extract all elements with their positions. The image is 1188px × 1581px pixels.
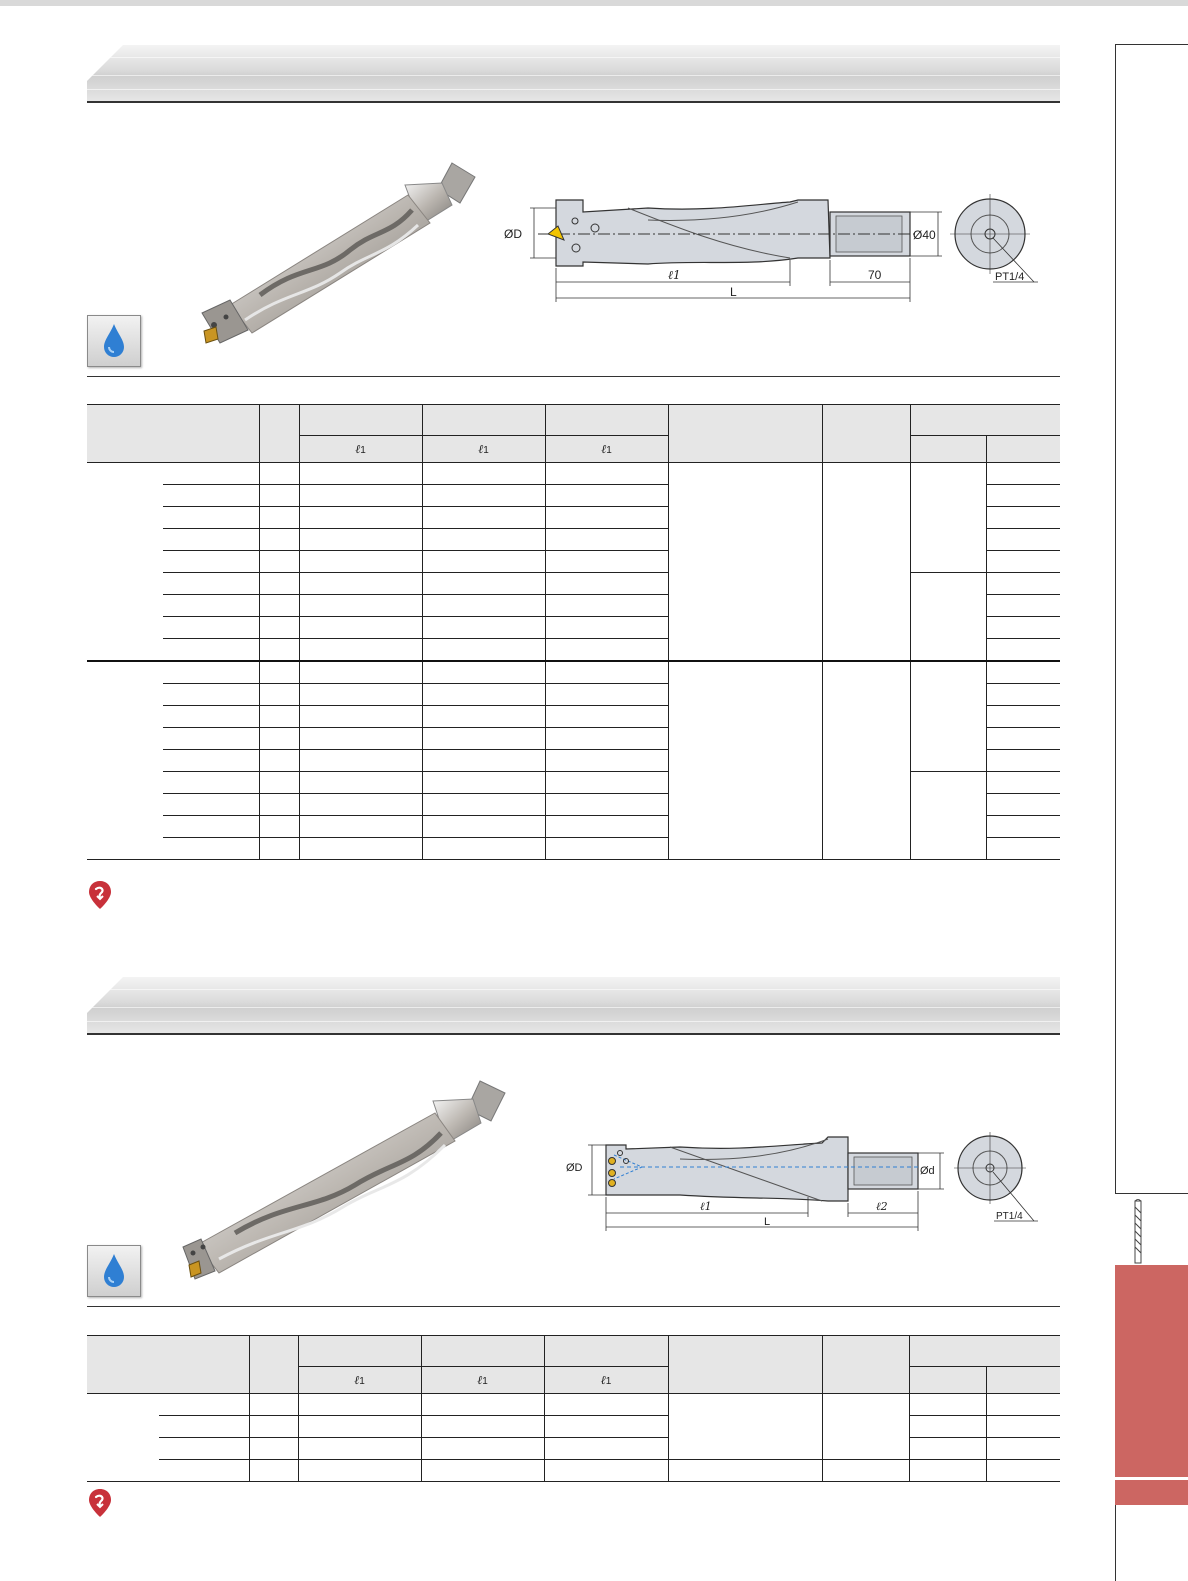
drawing2-dim-l1: ℓ1 (700, 1200, 712, 1213)
side-tab-divider (1115, 1477, 1188, 1480)
drawing1-thread: PT1/4 (995, 271, 1025, 283)
header-l1-c: ℓ1 (544, 1367, 668, 1394)
header-insert (668, 1336, 822, 1394)
side-tab-border-lower (1115, 1505, 1116, 1581)
drill-icon (1131, 1199, 1145, 1265)
header-l1-a: ℓ1 (299, 436, 422, 463)
drawing2-dim-L: L (764, 1216, 771, 1228)
section1-banner (87, 45, 1060, 103)
tool-photo-1 (190, 155, 490, 350)
header-size-b (422, 405, 545, 436)
drawing1-dim-L: L (730, 285, 737, 299)
header-size-c (544, 1336, 668, 1367)
header-part-no (87, 1336, 249, 1394)
table-row (87, 661, 1060, 684)
table-row (87, 1438, 1060, 1460)
coolant-drop-icon (87, 1245, 141, 1297)
side-tab-border (1115, 44, 1116, 1194)
spec-table-1 (87, 404, 1060, 860)
drawing2-thread: PT1/4 (996, 1211, 1023, 1222)
table-row (87, 772, 1060, 794)
drawing2-dim-l2: ℓ2 (876, 1200, 888, 1213)
coolant-drop-icon (87, 315, 141, 367)
reference-pin-icon[interactable] (88, 880, 112, 910)
header-size-a (299, 405, 422, 436)
drawing1-dim-shank: Ø40 (913, 228, 936, 242)
header-part-b (986, 1367, 1060, 1394)
header-insert (668, 405, 822, 463)
reference-pin-icon[interactable] (88, 1488, 112, 1518)
section1-rule (87, 376, 1060, 377)
header-l1-a: ℓ1 (298, 1367, 421, 1394)
table-row (87, 463, 1060, 485)
drawing1-dim-shank-len: 70 (868, 268, 882, 282)
drawing1-dim-d: ØD (504, 227, 522, 241)
header-screw (822, 405, 910, 463)
drawing1-dim-l1: ℓ1 (668, 268, 681, 282)
side-tab-top-border (1115, 44, 1188, 45)
header-l1-b: ℓ1 (421, 1367, 544, 1394)
table-row (87, 573, 1060, 595)
section2-banner (87, 977, 1060, 1035)
tool-drawing-2 (560, 1125, 1050, 1235)
header-l1-b: ℓ1 (422, 436, 545, 463)
table-row (87, 1394, 1060, 1416)
header-parts (909, 1336, 1060, 1367)
side-tab-accent (1115, 1265, 1188, 1505)
header-part-b (986, 436, 1060, 463)
top-bar (0, 0, 1188, 6)
header-part-no (87, 405, 259, 463)
header-size-a (298, 1336, 421, 1367)
tool-photo-2 (175, 1075, 515, 1290)
header-part-a (910, 436, 986, 463)
side-tab-bottom-border (1115, 1193, 1188, 1194)
header-size-b (421, 1336, 544, 1367)
drawing2-dim-shank: Ød (920, 1165, 935, 1177)
spec-table-2 (87, 1335, 1060, 1482)
header-screw (822, 1336, 909, 1394)
header-l1-c: ℓ1 (545, 436, 668, 463)
header-stock (259, 405, 299, 463)
header-stock (249, 1336, 298, 1394)
section2-rule (87, 1306, 1060, 1307)
table-row (87, 1416, 1060, 1438)
header-size-c (545, 405, 668, 436)
header-parts (910, 405, 1060, 436)
tool-drawing-1 (498, 188, 1043, 308)
drawing2-dim-d: ØD (566, 1162, 583, 1174)
table-row (87, 1460, 1060, 1482)
header-part-a (909, 1367, 986, 1394)
